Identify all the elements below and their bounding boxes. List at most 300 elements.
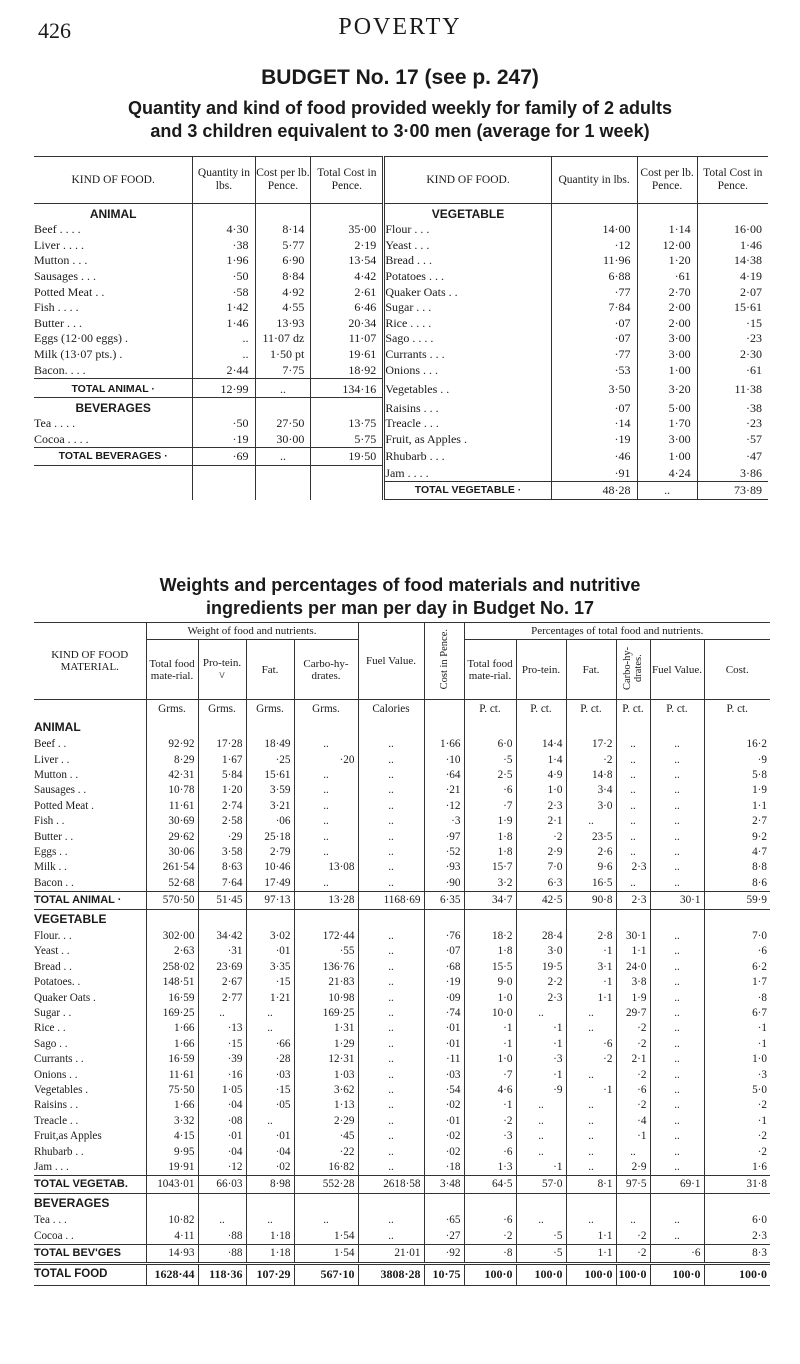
food-name: Potted Meat . . bbox=[34, 284, 105, 299]
value-cell: 8·98 bbox=[246, 1176, 294, 1194]
header-pct-carbohydrates-label: Carbo-hy-drates. bbox=[622, 646, 644, 690]
value-cell: ·2 bbox=[704, 1098, 770, 1113]
value-cell: 2·3 bbox=[616, 860, 650, 875]
value-cell: 6·35 bbox=[424, 891, 464, 909]
grand-total-row bbox=[34, 1263, 770, 1285]
empty-cell bbox=[616, 1194, 650, 1214]
empty-cell bbox=[464, 1194, 516, 1214]
value-cell: ·28 bbox=[246, 1052, 294, 1067]
quantity-cell: 11·96 bbox=[551, 253, 637, 269]
header-protein bbox=[198, 640, 246, 700]
table-row bbox=[34, 814, 770, 829]
value-cell: 1·1 bbox=[566, 1244, 616, 1263]
value-cell: 6·3 bbox=[516, 876, 566, 892]
value-cell: .. bbox=[358, 1052, 424, 1067]
total-cost-cell: 134·16 bbox=[311, 378, 384, 397]
food-name: Fish . . bbox=[34, 815, 65, 828]
header-cost-in-pence bbox=[424, 623, 464, 700]
value-cell: 14·8 bbox=[566, 768, 616, 783]
value-cell: ·6 bbox=[464, 1213, 516, 1228]
food-name: Onions . . bbox=[34, 1068, 78, 1081]
cost-per-lb-cell: 1·00 bbox=[637, 362, 697, 378]
quantity-cell: ·07 bbox=[551, 397, 637, 416]
value-cell: .. bbox=[650, 768, 704, 783]
header-pct-fuel: Fuel Value. bbox=[650, 640, 704, 700]
value-cell: ·6 bbox=[616, 1083, 650, 1098]
value-cell: 11·61 bbox=[146, 1067, 198, 1082]
empty-cell bbox=[650, 718, 704, 737]
value-cell: ·27 bbox=[424, 1229, 464, 1245]
value-cell: 2·79 bbox=[246, 845, 294, 860]
value-cell: ·76 bbox=[424, 929, 464, 944]
value-cell: .. bbox=[650, 1129, 704, 1144]
value-cell: .. bbox=[358, 1037, 424, 1052]
value-cell: .. bbox=[650, 1098, 704, 1113]
value-cell: ·01 bbox=[424, 1037, 464, 1052]
value-cell: .. bbox=[358, 829, 424, 844]
value-cell: 1·0 bbox=[516, 783, 566, 798]
value-cell: ·7 bbox=[464, 799, 516, 814]
quantity-cell: 4·30 bbox=[193, 222, 255, 238]
total-cost-cell: 2·07 bbox=[697, 284, 768, 300]
empty-cell bbox=[650, 1194, 704, 1214]
value-cell: ·02 bbox=[424, 1144, 464, 1159]
value-cell: 16·5 bbox=[566, 876, 616, 892]
cost-per-lb-cell: 1·20 bbox=[637, 253, 697, 269]
empty-cell bbox=[516, 718, 566, 737]
value-cell: .. bbox=[616, 876, 650, 892]
value-cell: ·74 bbox=[424, 1006, 464, 1021]
value-cell: 10·78 bbox=[146, 783, 198, 798]
value-cell: ·2 bbox=[616, 1021, 650, 1036]
value-cell: .. bbox=[650, 1083, 704, 1098]
empty-cell bbox=[424, 909, 464, 929]
quantity-cell: ·19 bbox=[193, 432, 255, 448]
food-name: Raisins . . bbox=[34, 1099, 79, 1112]
value-cell: 14·4 bbox=[516, 737, 566, 752]
value-cell: .. bbox=[566, 1098, 616, 1113]
value-cell: .. bbox=[650, 860, 704, 875]
food-name: Sago . . bbox=[34, 1037, 68, 1050]
value-cell: ·01 bbox=[246, 1129, 294, 1144]
food-name: Rice . . . . bbox=[384, 316, 551, 332]
value-cell: ·93 bbox=[424, 860, 464, 875]
value-cell: .. bbox=[650, 1021, 704, 1036]
value-cell: .. bbox=[616, 845, 650, 860]
table-row bbox=[34, 222, 768, 238]
total-cost-cell: 13·54 bbox=[311, 253, 384, 269]
empty-cell bbox=[358, 909, 424, 929]
value-cell: 5·8 bbox=[704, 768, 770, 783]
quantity-cell: 1·96 bbox=[193, 253, 255, 269]
quantity-cell: 12·99 bbox=[193, 378, 255, 397]
cost-per-lb-cell: 2·00 bbox=[637, 316, 697, 332]
value-cell: .. bbox=[516, 1144, 566, 1159]
value-cell: 1·1 bbox=[704, 799, 770, 814]
value-cell: 3·1 bbox=[566, 960, 616, 975]
empty-cell bbox=[34, 466, 193, 482]
cost-per-lb-cell: 12·00 bbox=[637, 238, 697, 254]
value-cell: 1·54 bbox=[294, 1229, 358, 1245]
value-cell: ·2 bbox=[516, 829, 566, 844]
quantity-cell: ·77 bbox=[551, 347, 637, 363]
value-cell: 6·2 bbox=[704, 960, 770, 975]
cost-per-lb-cell: 6·90 bbox=[255, 253, 311, 269]
empty-cell bbox=[704, 909, 770, 929]
header-pct-total-food: Total food mate-rial. bbox=[464, 640, 516, 700]
value-cell: ·2 bbox=[616, 1229, 650, 1245]
value-cell: 3·0 bbox=[566, 799, 616, 814]
food-name: Bread . . bbox=[34, 960, 72, 973]
value-cell: 3·0 bbox=[516, 944, 566, 959]
value-cell: 6·0 bbox=[464, 737, 516, 752]
empty-cell bbox=[424, 1194, 464, 1214]
value-cell: 2618·58 bbox=[358, 1176, 424, 1194]
value-cell: 2·63 bbox=[146, 944, 198, 959]
value-cell: 1·54 bbox=[294, 1244, 358, 1263]
cost-per-lb-cell: 3·20 bbox=[637, 378, 697, 397]
value-cell: ·2 bbox=[464, 1229, 516, 1245]
weekly-food-table bbox=[34, 156, 768, 500]
table-row bbox=[34, 284, 768, 300]
value-cell: 13·28 bbox=[294, 891, 358, 909]
unit-label: Grms. bbox=[294, 700, 358, 719]
value-cell: 17·2 bbox=[566, 737, 616, 752]
value-cell: 51·45 bbox=[198, 891, 246, 909]
empty-cell bbox=[704, 718, 770, 737]
empty-cell bbox=[464, 909, 516, 929]
value-cell: .. bbox=[294, 737, 358, 752]
header-total-cost-right: Total Cost in Pence. bbox=[697, 157, 768, 204]
food-name: Sugar . . bbox=[34, 1007, 72, 1020]
value-cell: .. bbox=[358, 1114, 424, 1129]
food-name: Rice . . bbox=[34, 1022, 66, 1035]
food-name: Raisins . . . bbox=[384, 397, 551, 416]
value-cell: .. bbox=[358, 799, 424, 814]
value-cell: 1·29 bbox=[294, 1037, 358, 1052]
table-row bbox=[34, 737, 770, 752]
value-cell: ·03 bbox=[246, 1067, 294, 1082]
empty-cell bbox=[566, 1194, 616, 1214]
value-cell: 6·0 bbox=[704, 1213, 770, 1228]
empty-cell bbox=[637, 204, 697, 223]
value-cell: 302·00 bbox=[146, 929, 198, 944]
section-row bbox=[34, 909, 770, 929]
value-cell: 64·5 bbox=[464, 1176, 516, 1194]
value-cell: ·04 bbox=[198, 1144, 246, 1159]
header-cost-per-lb-left: Cost per lb. Pence. bbox=[255, 157, 311, 204]
empty-cell bbox=[246, 718, 294, 737]
table-row bbox=[34, 1052, 770, 1067]
table-row bbox=[34, 204, 768, 223]
value-cell: 2·74 bbox=[198, 799, 246, 814]
section-heading: VEGETABLE bbox=[34, 911, 107, 926]
units-row bbox=[34, 700, 770, 719]
value-cell: .. bbox=[650, 944, 704, 959]
value-cell: 3·62 bbox=[294, 1083, 358, 1098]
quantity-cell: ·38 bbox=[193, 238, 255, 254]
value-cell: 258·02 bbox=[146, 960, 198, 975]
value-cell: 3·4 bbox=[566, 783, 616, 798]
total-row bbox=[34, 1244, 770, 1263]
value-cell: ·1 bbox=[704, 1114, 770, 1129]
empty-cell bbox=[311, 204, 384, 223]
food-name: Fish . . . . bbox=[34, 300, 79, 315]
food-name: Bacon . . bbox=[34, 876, 74, 889]
table-row bbox=[34, 1037, 770, 1052]
value-cell: 69·1 bbox=[650, 1176, 704, 1194]
value-cell: 1·4 bbox=[516, 752, 566, 767]
value-cell: ·12 bbox=[424, 799, 464, 814]
value-cell: 3808·28 bbox=[358, 1263, 424, 1285]
value-cell: 1·6 bbox=[704, 1160, 770, 1176]
value-cell: 118·36 bbox=[198, 1263, 246, 1285]
value-cell: 3·59 bbox=[246, 783, 294, 798]
value-cell: 75·50 bbox=[146, 1083, 198, 1098]
header-kind-left: KIND OF FOOD. bbox=[34, 157, 193, 204]
header-weight-group: Weight of food and nutrients. bbox=[146, 623, 358, 640]
cost-per-lb-cell: .. bbox=[255, 378, 311, 397]
value-cell: .. bbox=[358, 929, 424, 944]
table-row bbox=[34, 1229, 770, 1245]
value-cell: .. bbox=[650, 990, 704, 1005]
table2-title-line2: ingredients per man per day in Budget No. 17 bbox=[205, 598, 595, 618]
value-cell: .. bbox=[294, 768, 358, 783]
value-cell: ·65 bbox=[424, 1213, 464, 1228]
food-name: Treacle . . . bbox=[384, 416, 551, 432]
food-name: Fruit,as Apples bbox=[34, 1130, 102, 1143]
value-cell: ·25 bbox=[246, 752, 294, 767]
empty-cell bbox=[516, 1194, 566, 1214]
value-cell: 100·0 bbox=[704, 1263, 770, 1285]
value-cell: 1·05 bbox=[198, 1083, 246, 1098]
empty-cell bbox=[358, 718, 424, 737]
value-cell: ·3 bbox=[464, 1129, 516, 1144]
empty-cell bbox=[34, 700, 146, 719]
value-cell: 1·0 bbox=[464, 990, 516, 1005]
value-cell: 17·49 bbox=[246, 876, 294, 892]
total-label: TOTAL ANIMAL · bbox=[34, 891, 146, 909]
value-cell: 10·46 bbox=[246, 860, 294, 875]
total-cost-cell: ·23 bbox=[697, 331, 768, 347]
table-row bbox=[34, 960, 770, 975]
value-cell: 2·58 bbox=[198, 814, 246, 829]
table-row bbox=[34, 1098, 770, 1113]
value-cell: ·88 bbox=[198, 1229, 246, 1245]
empty-cell bbox=[704, 1194, 770, 1214]
table-row bbox=[34, 1067, 770, 1082]
value-cell: 12·31 bbox=[294, 1052, 358, 1067]
unit-label: P. ct. bbox=[704, 700, 770, 719]
value-cell: .. bbox=[358, 783, 424, 798]
value-cell: 30·1 bbox=[616, 929, 650, 944]
total-cost-cell: ·23 bbox=[697, 416, 768, 432]
total-row bbox=[34, 891, 770, 909]
value-cell: 2·29 bbox=[294, 1114, 358, 1129]
empty-cell bbox=[311, 482, 384, 500]
value-cell: 5·0 bbox=[704, 1083, 770, 1098]
value-cell: .. bbox=[650, 829, 704, 844]
value-cell: ·2 bbox=[704, 1129, 770, 1144]
value-cell: 1·8 bbox=[464, 944, 516, 959]
table-row bbox=[34, 1213, 770, 1228]
value-cell: .. bbox=[516, 1114, 566, 1129]
empty-cell bbox=[424, 718, 464, 737]
unit-label: Grms. bbox=[198, 700, 246, 719]
value-cell: .. bbox=[650, 737, 704, 752]
value-cell: .. bbox=[358, 768, 424, 783]
total-cost-cell: ·57 bbox=[697, 432, 768, 448]
value-cell: 2·9 bbox=[516, 845, 566, 860]
value-cell: .. bbox=[650, 1052, 704, 1067]
unit-label: Grms. bbox=[246, 700, 294, 719]
food-name: Potted Meat . bbox=[34, 799, 94, 812]
table2-title-line1: Weights and percentages of food materials and nutritive bbox=[159, 575, 641, 595]
value-cell: 570·50 bbox=[146, 891, 198, 909]
value-cell: 100·0 bbox=[616, 1263, 650, 1285]
value-cell: ·97 bbox=[424, 829, 464, 844]
food-name: Jam . . . . bbox=[384, 466, 551, 482]
value-cell: ·9 bbox=[516, 1083, 566, 1098]
value-cell: ·06 bbox=[246, 814, 294, 829]
table-row bbox=[34, 1114, 770, 1129]
header-kind-material: KIND OF FOOD MATERIAL. bbox=[34, 623, 146, 700]
unit-label: P. ct. bbox=[650, 700, 704, 719]
food-name: Bacon. . . . bbox=[34, 362, 86, 377]
section-heading: VEGETABLE bbox=[384, 204, 551, 223]
value-cell: ·1 bbox=[516, 1021, 566, 1036]
value-cell: ·15 bbox=[246, 975, 294, 990]
empty-cell bbox=[255, 482, 311, 500]
total-cost-cell: 16·00 bbox=[697, 222, 768, 238]
total-label: TOTAL ANIMAL · bbox=[34, 378, 193, 397]
table-row bbox=[34, 416, 768, 432]
food-name: Treacle . . bbox=[34, 1114, 79, 1127]
value-cell: ·02 bbox=[246, 1160, 294, 1176]
table-row bbox=[34, 362, 768, 378]
value-cell: .. bbox=[358, 845, 424, 860]
value-cell: 42·5 bbox=[516, 891, 566, 909]
value-cell: 24·0 bbox=[616, 960, 650, 975]
header-percent-group: Percentages of total food and nutrients. bbox=[464, 623, 770, 640]
value-cell: ·15 bbox=[198, 1037, 246, 1052]
value-cell: ·1 bbox=[464, 1098, 516, 1113]
value-cell: 148·51 bbox=[146, 975, 198, 990]
value-cell: .. bbox=[650, 814, 704, 829]
cost-per-lb-cell: 4·92 bbox=[255, 284, 311, 300]
empty-cell bbox=[616, 909, 650, 929]
value-cell: .. bbox=[358, 1213, 424, 1228]
quantity-cell: .. bbox=[193, 347, 255, 363]
value-cell: ·2 bbox=[464, 1114, 516, 1129]
value-cell: 57·0 bbox=[516, 1176, 566, 1194]
food-name: Flour . . . bbox=[384, 222, 551, 238]
total-cost-cell: 2·19 bbox=[311, 238, 384, 254]
table-row bbox=[34, 300, 768, 316]
value-cell: ·54 bbox=[424, 1083, 464, 1098]
value-cell: 21·83 bbox=[294, 975, 358, 990]
empty-cell bbox=[198, 1194, 246, 1214]
value-cell: .. bbox=[294, 876, 358, 892]
value-cell: 1·66 bbox=[146, 1021, 198, 1036]
value-cell: .. bbox=[358, 960, 424, 975]
value-cell: ·90 bbox=[424, 876, 464, 892]
food-name: Cocoa . . bbox=[34, 1229, 74, 1242]
grand-total-label: TOTAL FOOD bbox=[34, 1263, 146, 1285]
value-cell: .. bbox=[566, 1213, 616, 1228]
value-cell: 1·18 bbox=[246, 1229, 294, 1245]
value-cell: 3·58 bbox=[198, 845, 246, 860]
total-cost-cell: 35·00 bbox=[311, 222, 384, 238]
food-name: Quaker Oats . bbox=[34, 991, 96, 1004]
food-name: Mutton . . bbox=[34, 768, 79, 781]
value-cell: 29·7 bbox=[616, 1006, 650, 1021]
value-cell: 8·8 bbox=[704, 860, 770, 875]
value-cell: 136·76 bbox=[294, 960, 358, 975]
value-cell: ·05 bbox=[246, 1098, 294, 1113]
table2-title bbox=[0, 574, 800, 620]
value-cell: 34·7 bbox=[464, 891, 516, 909]
quantity-cell: 2·44 bbox=[193, 362, 255, 378]
value-cell: 9·0 bbox=[464, 975, 516, 990]
value-cell: .. bbox=[650, 752, 704, 767]
quantity-cell: 14·00 bbox=[551, 222, 637, 238]
table-row bbox=[34, 238, 768, 254]
value-cell: .. bbox=[616, 1144, 650, 1159]
value-cell: 1·66 bbox=[146, 1037, 198, 1052]
food-name: Sago . . . . bbox=[384, 331, 551, 347]
value-cell: 23·5 bbox=[566, 829, 616, 844]
value-cell: 30·1 bbox=[650, 891, 704, 909]
value-cell: .. bbox=[198, 1006, 246, 1021]
value-cell: ·2 bbox=[616, 1037, 650, 1052]
value-cell: 1628·44 bbox=[146, 1263, 198, 1285]
value-cell: ·1 bbox=[516, 1160, 566, 1176]
table-row bbox=[34, 347, 768, 363]
food-name: Beef . . . . bbox=[34, 222, 81, 237]
cost-per-lb-cell: 8·84 bbox=[255, 269, 311, 285]
value-cell: ·3 bbox=[704, 1067, 770, 1082]
cost-per-lb-cell: 3·00 bbox=[637, 347, 697, 363]
value-cell: 3·32 bbox=[146, 1114, 198, 1129]
value-cell: ·5 bbox=[516, 1244, 566, 1263]
value-cell: .. bbox=[650, 1037, 704, 1052]
quantity-cell: ·07 bbox=[551, 331, 637, 347]
total-cost-cell: 14·38 bbox=[697, 253, 768, 269]
value-cell: .. bbox=[516, 1213, 566, 1228]
header-pct-fat: Fat. bbox=[566, 640, 616, 700]
value-cell: 19·91 bbox=[146, 1160, 198, 1176]
total-cost-cell: 3·86 bbox=[697, 466, 768, 482]
total-cost-cell: 15·61 bbox=[697, 300, 768, 316]
food-name: Yeast . . . bbox=[384, 238, 551, 254]
value-cell: .. bbox=[516, 1098, 566, 1113]
quantity-cell: 7·84 bbox=[551, 300, 637, 316]
food-name: Milk . . bbox=[34, 861, 67, 874]
value-cell: .. bbox=[294, 829, 358, 844]
value-cell: ·3 bbox=[516, 1052, 566, 1067]
value-cell: ·09 bbox=[424, 990, 464, 1005]
value-cell: 9·6 bbox=[566, 860, 616, 875]
empty-cell bbox=[516, 909, 566, 929]
food-name: Sausages . . . bbox=[34, 269, 96, 284]
value-cell: 52·68 bbox=[146, 876, 198, 892]
value-cell: ·6 bbox=[650, 1244, 704, 1263]
table-row bbox=[34, 768, 770, 783]
value-cell: .. bbox=[358, 1229, 424, 1245]
table-row bbox=[34, 378, 768, 397]
value-cell: .. bbox=[358, 944, 424, 959]
